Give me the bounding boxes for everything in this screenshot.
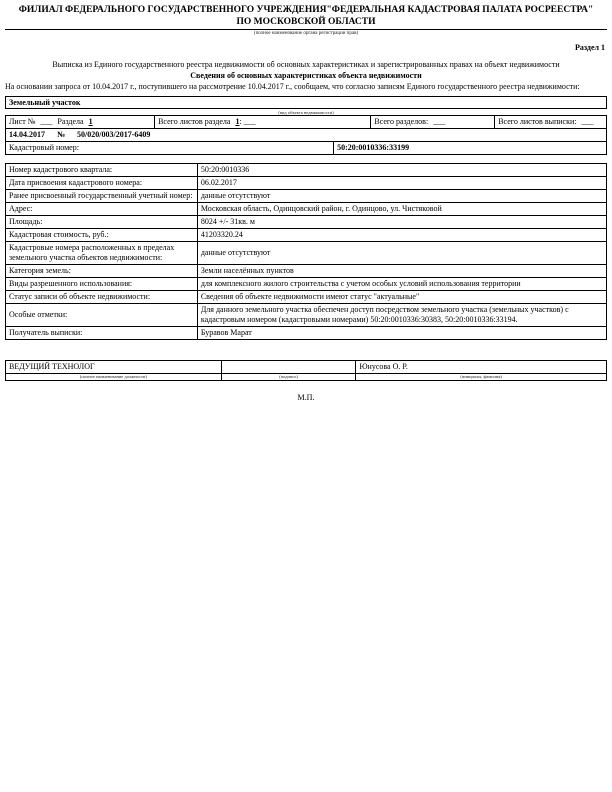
- detail-label: Дата присвоения кадастрового номера:: [6, 177, 198, 190]
- total-sheets-number: 1: [235, 117, 240, 126]
- cadastral-number-value: 50:20:0010336:33199: [334, 142, 607, 155]
- cadastral-number-table: [5, 141, 607, 155]
- detail-label: Площадь:: [6, 216, 198, 229]
- detail-row: [6, 327, 607, 340]
- org-name: ФИЛИАЛ ФЕДЕРАЛЬНОГО ГОСУДАРСТВЕННОГО УЧРЕЖДЕНИЯ"ФЕДЕРАЛЬНАЯ КАДАСТРОВАЯ ПАЛАТА РОСРЕЕСТРА" ПО МОСКОВСКОЙ ОБЛАСТИ: [18, 5, 594, 27]
- detail-row: [6, 278, 607, 291]
- basis-text: На основании запроса от 10.04.2017 г., поступившего на рассмотрение 10.04.2017 г., сообщаем, что согласно записям Единого государственного реестра недвижимости:: [5, 82, 580, 91]
- detail-value: данные отсутствуют: [197, 190, 606, 203]
- sheet-info-table: [5, 115, 607, 129]
- position-caption: (полное наименование должности): [6, 374, 222, 381]
- detail-label: Кадастровая стоимость, руб.:: [6, 229, 198, 242]
- detail-value: Буравов Марат: [197, 327, 606, 340]
- detail-value: 06.02.2017: [197, 177, 606, 190]
- name-cell: Юнусова О. Р.: [356, 361, 607, 374]
- cadastral-number-label: Кадастровый номер:: [6, 142, 334, 155]
- doc-no-sign: №: [57, 130, 66, 139]
- details-table: [5, 163, 607, 340]
- detail-row: [6, 265, 607, 278]
- signature-caption-row: [6, 374, 607, 381]
- sheet-cell: [6, 116, 155, 129]
- detail-row: [6, 291, 607, 304]
- sheet-info-row: [6, 116, 607, 129]
- doc-number-cell: [6, 129, 607, 142]
- sheet-section-label: Раздела: [57, 117, 84, 126]
- detail-value: Сведения об объекте недвижимости имеют статус "актуальные": [197, 291, 606, 304]
- object-type-caption: (вид объекта недвижимости): [278, 110, 334, 115]
- detail-row: [6, 164, 607, 177]
- position-cell: ВЕДУЩИЙ ТЕХНОЛОГ: [6, 361, 222, 374]
- total-sections-blank: ___: [433, 117, 446, 126]
- detail-label: Получатель выписки:: [6, 327, 198, 340]
- name-caption: (инициалы, фамилия): [356, 374, 607, 381]
- sheet-blank: ___: [40, 117, 53, 126]
- detail-value: Для данного земельного участка обеспечен доступ посредством земельного участка (земельных участков) с кадастровым номером (кадастровыми номерами) 50:20:0010336:30383, 50:20:0010336:33194.: [197, 304, 606, 327]
- detail-value: Московская область, Одинцовский район, г. Одинцово, ул. Чистяковой: [197, 203, 606, 216]
- doc-number: 50/020/003/2017-6409: [77, 130, 151, 139]
- doc-number-row: [6, 129, 607, 142]
- detail-label: Кадастровые номера расположенных в пределах земельного участка объектов недвижимости:: [6, 242, 198, 265]
- detail-row: [6, 229, 607, 242]
- total-sheets-blank: : ___: [239, 117, 256, 126]
- detail-value: 50:20:0010336: [197, 164, 606, 177]
- signature-row: [6, 361, 607, 374]
- detail-row: [6, 304, 607, 327]
- detail-value: Земли населённых пунктов: [197, 265, 606, 278]
- detail-label: Особые отметки:: [6, 304, 198, 327]
- section-label: Раздел 1: [574, 43, 605, 52]
- detail-label: Виды разрешенного использования:: [6, 278, 198, 291]
- org-header: [5, 4, 607, 30]
- cadastral-number-row: [6, 142, 607, 155]
- extract-subtitle: Сведения об основных характеристиках объекта недвижимости: [190, 71, 422, 80]
- detail-label: Номер кадастрового квартала:: [6, 164, 198, 177]
- detail-label: Статус записи об объекте недвижимости:: [6, 291, 198, 304]
- detail-label: Адрес:: [6, 203, 198, 216]
- detail-row: [6, 203, 607, 216]
- extract-title: Выписка из Единого государственного реестра недвижимости об основных характеристиках и зарегистрированных правах на объект недвижимости: [52, 60, 560, 69]
- sheet-label: Лист №: [9, 117, 36, 126]
- detail-row: [6, 242, 607, 265]
- doc-date: 14.04.2017: [9, 130, 45, 139]
- total-sections-cell: [371, 116, 495, 129]
- object-type-box: [5, 96, 607, 109]
- total-sheets-cell: [155, 116, 371, 129]
- total-sections-label: Всего разделов:: [374, 117, 429, 126]
- detail-label: Категория земель:: [6, 265, 198, 278]
- detail-row: [6, 190, 607, 203]
- detail-row: [6, 177, 607, 190]
- org-name-caption: (полное наименование органа регистрации прав): [253, 31, 359, 36]
- signature-table: [5, 360, 607, 381]
- doc-number-table: [5, 128, 607, 142]
- stamp-mark: М.П.: [297, 393, 315, 402]
- total-extract-sheets-cell: [495, 116, 607, 129]
- detail-row: [6, 216, 607, 229]
- detail-label: Ранее присвоенный государственный учетный номер:: [6, 190, 198, 203]
- total-extract-sheets-blank: ___: [581, 117, 594, 126]
- sheet-section-number: 1: [88, 117, 93, 126]
- total-extract-sheets-label: Всего листов выписки:: [498, 117, 577, 126]
- signature-caption: (подпись): [221, 374, 356, 381]
- total-sheets-label: Всего листов раздела: [158, 117, 231, 126]
- detail-value: данные отсутствуют: [197, 242, 606, 265]
- detail-value: для комплексного жилого строительства с учетом особых условий использования территории: [197, 278, 606, 291]
- detail-value: 8024 +/- 31кв. м: [197, 216, 606, 229]
- signature-cell: [221, 361, 356, 374]
- detail-value: 41203320.24: [197, 229, 606, 242]
- object-type: Земельный участок: [9, 98, 81, 107]
